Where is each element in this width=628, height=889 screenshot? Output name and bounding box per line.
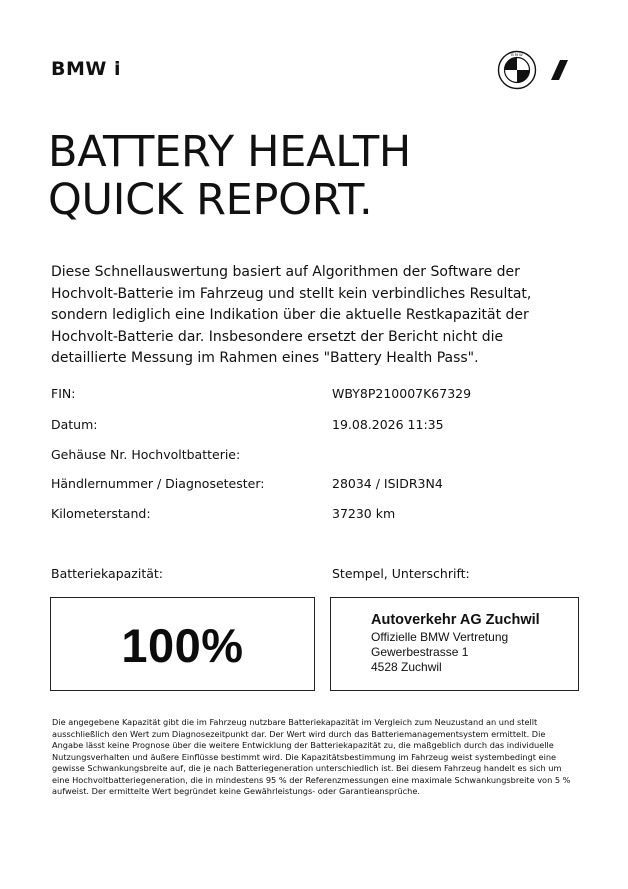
field-value: WBY8P210007K67329: [332, 386, 472, 401]
field-label: Kilometerstand:: [51, 506, 151, 521]
stamp-company: Autoverkehr AG Zuchwil: [371, 612, 540, 628]
field-label: Datum:: [51, 417, 98, 432]
field-label: FIN:: [51, 386, 76, 401]
bmw-i-slash-icon: [549, 58, 571, 82]
title-line-2: QUICK REPORT.: [48, 175, 373, 225]
intro-paragraph: Diese Schnellauswertung basiert auf Algorithmen der Software der Hochvolt-Batterie im Fahrzeug und stellt kein verbindliches Resultat, sondern lediglich eine Indikation über die aktuelle Restkapazität der Hochvolt-Batterie dar. Insbesondere ersetzt der Bericht nicht die detaillierte Messung im Rahmen eines "Battery Health Pass".: [51, 264, 532, 367]
stamp-line-3: 4528 Zuchwil: [371, 660, 442, 674]
stamp-box: [330, 597, 579, 691]
brand-name: BMW i: [51, 58, 121, 80]
dealer-stamp: [371, 611, 540, 675]
capacity-label: Batteriekapazität:: [51, 566, 164, 581]
field-label: Gehäuse Nr. Hochvoltbatterie:: [51, 447, 241, 462]
disclaimer-footnote: Die angegebene Kapazität gibt die im Fahrzeug nutzbare Batteriekapazität im Vergleich zum Neuzustand an und stellt ausschließlich den Wert zum Diagnosezeitpunkt dar. Der Wert wird durch das Batteriemanagementsystem ermittelt. Die Angabe lässt keine Prognose über die weitere Entwicklung der Batteriekapazität zu, die maßgeblich durch das individuelle Nutzungsverhalten und äußere Einflüsse bestimmt wird. Die Kapazitätsbestimmung im Fahrzeug weist systembedingt eine gewisse Schwankungsbreite auf, die je nach Batteriegeneration unterschiedlich ist. Bei diesem Fahrzeug handelt es sich um eine Hochvoltbatteriegeneration, die in mindestens 95 % der Referenzmessungen eine maximale Schwankungsbreite von 5 % aufweist. Der ermittelte Wert begründet keine Gewährleistungs- oder Garantieansprüche.: [52, 717, 571, 796]
field-mileage: [51, 506, 551, 526]
field-dealer-tester: [51, 476, 551, 496]
field-date: [51, 417, 551, 437]
title-line-1: BATTERY HEALTH: [48, 127, 411, 177]
report-title: [48, 128, 411, 224]
field-value: 37230 km: [332, 506, 396, 521]
stamp-label: Stempel, Unterschrift:: [332, 566, 470, 581]
capacity-value: 100%: [121, 619, 244, 672]
capacity-box: [50, 597, 315, 691]
bmw-roundel-icon: [497, 50, 537, 90]
field-value: 28034 / ISIDR3N4: [332, 476, 443, 491]
field-label: Händlernummer / Diagnosetester:: [51, 476, 265, 491]
field-battery-housing: [51, 447, 551, 467]
field-value: 19.08.2026 11:35: [332, 417, 444, 432]
stamp-line-2: Gewerbestrasse 1: [371, 645, 469, 659]
field-fin: [51, 386, 551, 406]
svg-text:B M W: B M W: [511, 53, 523, 58]
stamp-line-1: Offizielle BMW Vertretung: [371, 630, 509, 644]
